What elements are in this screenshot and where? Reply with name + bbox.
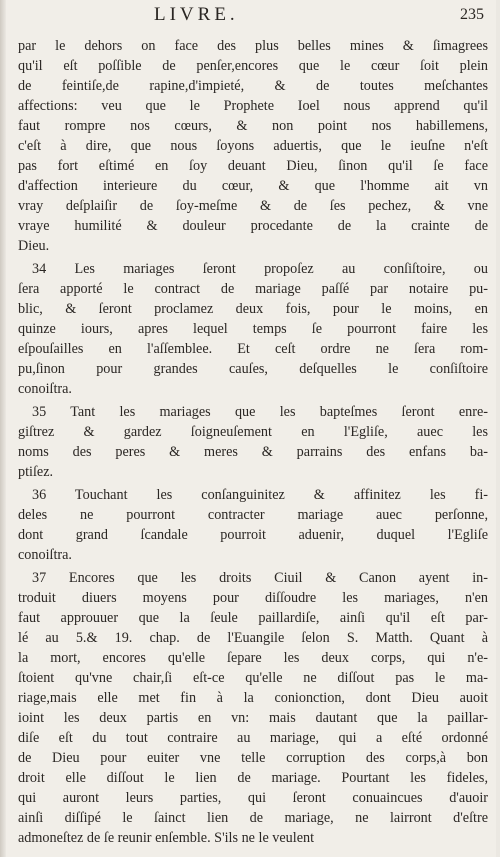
text-line: qu'il eſt poſſible de penſer,encores que le cœur ſoit plein	[18, 58, 488, 74]
text-line: 35 Tant les mariages que les bapteſmes ſeront enre-	[32, 404, 488, 420]
text-line: quinze iours, apres lequel temps ſe pourront faire les	[18, 321, 488, 337]
text-line: 37 Encores que les droits Ciuil & Canon ayent in-	[32, 570, 488, 586]
text-line: conoiſtra.	[18, 547, 72, 563]
text-line: ptiſez.	[18, 464, 54, 480]
text-line: blic, & ſeront proclamez deux fois, pour le moins, en	[18, 301, 488, 317]
text-line: la mort, encores qu'elle ſepare les deux corps, qui n'e-	[18, 650, 488, 666]
text-line: ſtoient qu'vne chair,ſi eſt-ce qu'elle ne diſſout pas le ma-	[18, 670, 488, 686]
text-line: faut rompre nos cœurs, & non point nos habillemens,	[18, 118, 488, 134]
paragraph	[18, 259, 488, 399]
text-line: d'affection interieure du cœur, & que l'homme ait vn	[18, 178, 488, 194]
text-line: admoneſtez de ſe reunir enſemble. S'ils ne le veulent	[18, 830, 315, 846]
text-line: giſtrez & gardez ſoigneuſement en l'Egliſe, auec les	[18, 424, 488, 440]
running-title: LIVRE.	[154, 4, 239, 25]
page-number: 235	[460, 6, 484, 23]
text-line: dont grand ſcandale pourroit aduenir, duquel l'Egliſe	[18, 527, 488, 543]
text-line: de Dieu pour euiter vne telle corruption des corps,à bon	[18, 750, 488, 766]
paragraph	[18, 568, 488, 848]
text-line: droit elle diſſout le lien de mariage. Pourtant les fideles,	[18, 770, 488, 786]
page-header	[18, 4, 488, 32]
body-text	[18, 36, 488, 848]
text-line: diſe eſt du tout contraire au mariage, qui a eſté ordonné	[18, 730, 488, 746]
text-line: affections: veu que le Prophete Ioel nous apprend qu'il	[18, 98, 488, 114]
text-line: c'eſt à dire, que nous ſoyons aduertis, que le ieuſne n'eſt	[18, 138, 488, 154]
text-line: 36 Touchant les conſanguinitez & affinitez les fi-	[32, 487, 488, 503]
text-line: ainſi diſſipé le ſainct lien de mariage, ne lairront d'eſtre	[18, 810, 488, 826]
text-line: troduit diuers moyens pour diſſoudre les mariages, n'en	[18, 590, 488, 606]
text-line: 34 Les mariages ſeront propoſez au conſiſtoire, ou	[32, 261, 488, 277]
text-line: vraye humilité & douleur procedante de la crainte de	[18, 218, 488, 234]
text-line: pas fort eſtimé en ſoy deuant Dieu, ſinon qu'il ſe face	[18, 158, 488, 174]
text-line: qui auront leurs parties, qui ſeront conuaincues d'auoir	[18, 790, 488, 806]
text-line: Dieu.	[18, 238, 50, 254]
text-line: conoiſtra.	[18, 381, 72, 397]
paragraph	[18, 36, 488, 256]
text-line: pu,ſinon pour grandes cauſes, deſquelles le conſiſtoire	[18, 361, 488, 377]
text-line: eſpouſailles en l'aſſemblee. Et ceſt ordre ne ſera rom-	[18, 341, 488, 357]
text-line: ioint les deux partis en vn: mais dautant que la paillar-	[18, 710, 488, 726]
paragraph	[18, 485, 488, 565]
text-line: faut approuuer que la ſeule paillardiſe, ainſi qu'il eſt par-	[18, 610, 488, 626]
text-line: noms des peres & meres & parrains des enfans ba-	[18, 444, 488, 460]
text-line: de feintiſe,de rapine,d'impieté, & de toutes meſchantes	[18, 78, 488, 94]
text-line: par le dehors on face des plus belles mines & ſimagrees	[18, 38, 488, 54]
text-line: vray deſplaiſir de ſoy-meſme & de ſes pechez, & vne	[18, 198, 488, 214]
paragraph	[18, 402, 488, 482]
text-line: lé au 5.& 19. chap. de l'Euangile ſelon S. Matth. Quant à	[18, 630, 488, 646]
text-line: riage,mais elle met fin à la conionction, dont Dieu auoit	[18, 690, 488, 706]
text-line: ſera apporté le contract de mariage paſſé par notaire pu-	[18, 281, 488, 297]
text-line: deles ne pourront contracter mariage auec perſonne,	[18, 507, 488, 523]
